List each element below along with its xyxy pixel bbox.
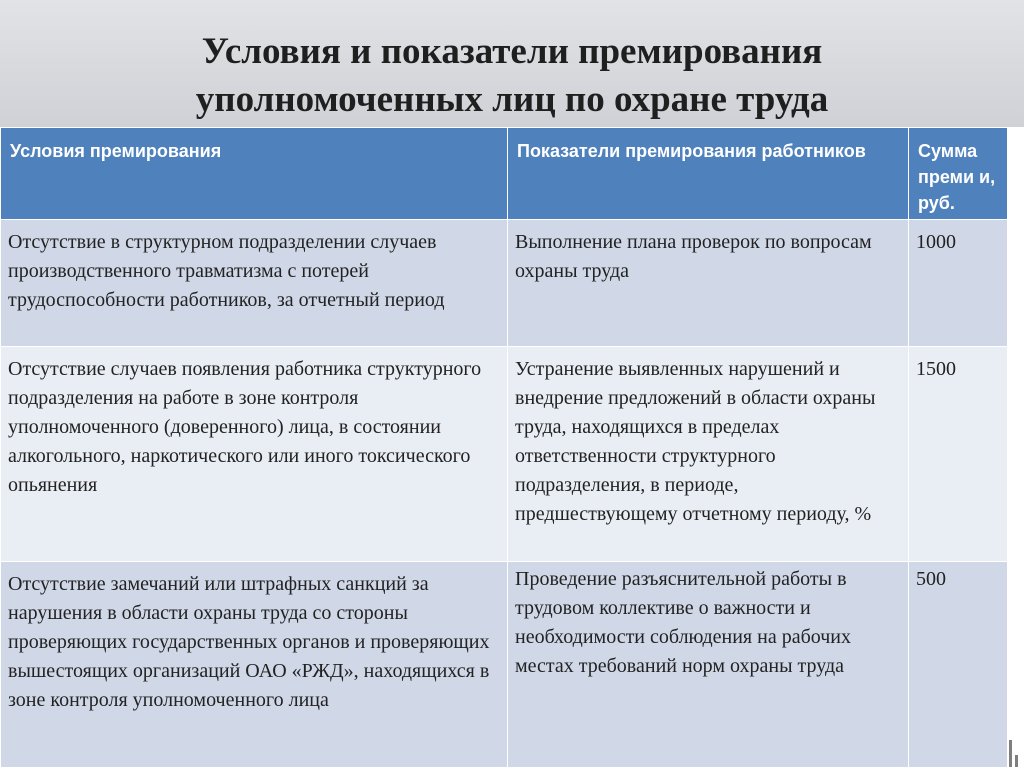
decorative-edge-line xyxy=(1009,740,1012,767)
condition-cell: Отсутствие замечаний или штрафных санкций за нарушения в области охраны труда со стороны проверяющих государственных органов и проверяющих вышестоящих организаций ОАО «РЖД», находящихся в зоне контроля уполномоченного лица xyxy=(1,562,508,768)
table-row xyxy=(1,220,1008,347)
indicator-cell: Устранение выявленных нарушений и внедрение предложений в области охраны труда, находящихся в пределах ответственности структурного подразделения, в периоде, предшествующему отчетному периоду, % xyxy=(508,347,909,562)
indicator-cell: Выполнение плана проверок по вопросам охраны труда xyxy=(508,220,909,347)
slide-title xyxy=(0,28,1024,124)
table-header-row xyxy=(1,128,1008,220)
decorative-edge-line xyxy=(1015,755,1018,767)
table-row xyxy=(1,562,1008,768)
slide-title-line-2: уполномоченных лиц по охране труда xyxy=(195,79,829,120)
slide-title-line-1: Условия и показатели премирования xyxy=(201,31,823,72)
slide-right-margin xyxy=(1007,127,1024,767)
header-conditions: Условия премирования xyxy=(1,128,508,220)
condition-cell: Отсутствие случаев появления работника структурного подразделения на работе в зоне контроля уполномоченного (доверенного) лица, в состоянии алкогольного, наркотического или иного токсического опьянения xyxy=(1,347,508,562)
indicator-cell: Проведение разъяснительной работы в трудовом коллективе о важности и необходимости соблюдения на рабочих местах требований норм охраны труда xyxy=(508,562,909,768)
amount-cell: 1000 xyxy=(909,220,1008,347)
header-indicators: Показатели премирования работников xyxy=(508,128,909,220)
bonus-conditions-table xyxy=(0,127,1008,768)
table-row xyxy=(1,347,1008,562)
condition-cell: Отсутствие в структурном подразделении случаев производственного травматизма с потерей трудоспособности работников, за отчетный период xyxy=(1,220,508,347)
header-amount: Сумма преми и, руб. xyxy=(909,128,1008,220)
amount-cell: 500 xyxy=(909,562,1008,768)
amount-cell: 1500 xyxy=(909,347,1008,562)
